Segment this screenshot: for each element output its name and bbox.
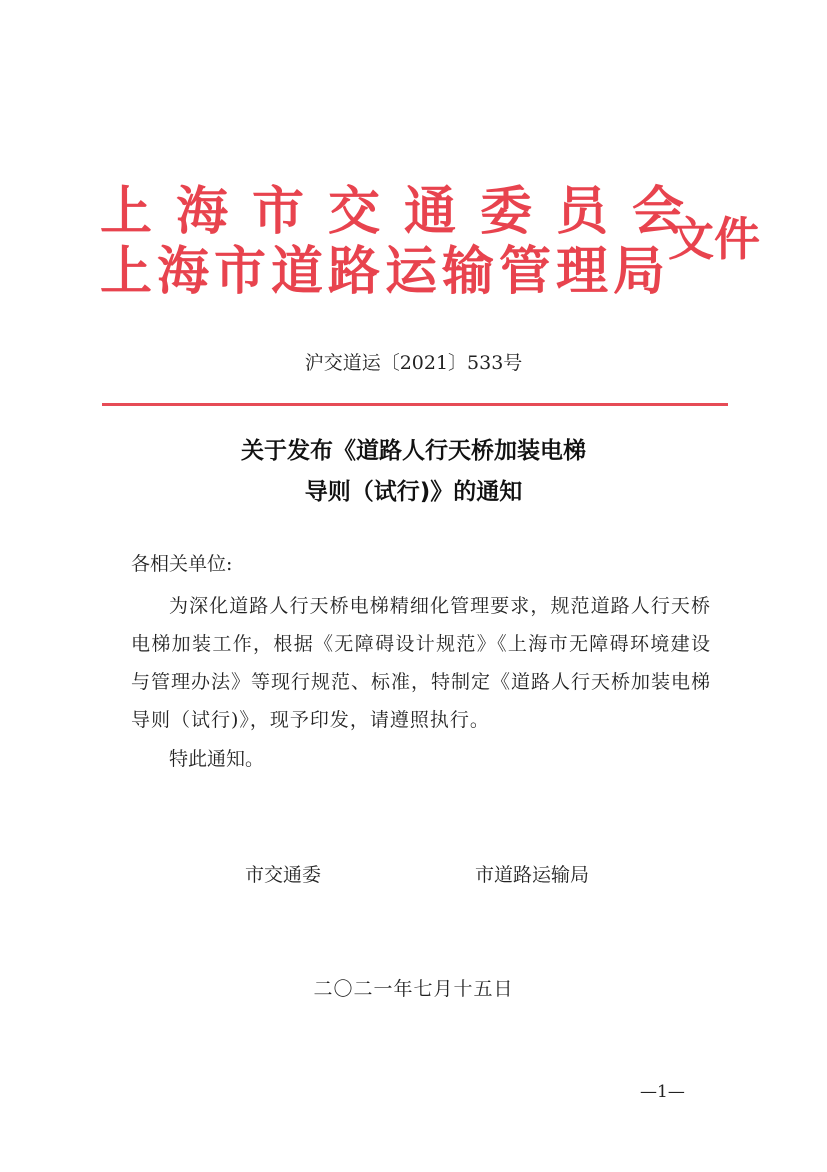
- closing-line: 特此通知。: [169, 748, 265, 770]
- red-divider: [102, 403, 728, 406]
- notice-title-line-1: 关于发布《道路人行天桥加装电梯: [241, 438, 586, 464]
- document-number: 沪交道运〔2021〕533号: [304, 352, 523, 374]
- salutation: 各相关单位:: [131, 553, 233, 575]
- signature-left: 市交通委: [245, 864, 322, 886]
- body-paragraph: 为深化道路人行天桥电梯精细化管理要求，规范道路人行天桥电梯加装工作，根据《无障碍设计规范》《上海市无障碍环境建设与管理办法》等现行规范、标准，特制定《道路人行天桥加装电梯导则（试行)》，现予印发，请遵照执行。: [131, 595, 712, 731]
- issuer-line-2: 上海市道路运输管理局: [100, 242, 671, 302]
- document-type-label: 文件: [668, 212, 760, 266]
- signature-right: 市道路运输局: [475, 864, 590, 886]
- issuer-line-1: 上海市交通委员会: [100, 182, 709, 242]
- issue-date: 二〇二一年七月十五日: [313, 978, 514, 1000]
- page-number: —1—: [640, 1082, 685, 1102]
- notice-title-line-2: 导则（试行)》的通知: [304, 479, 523, 505]
